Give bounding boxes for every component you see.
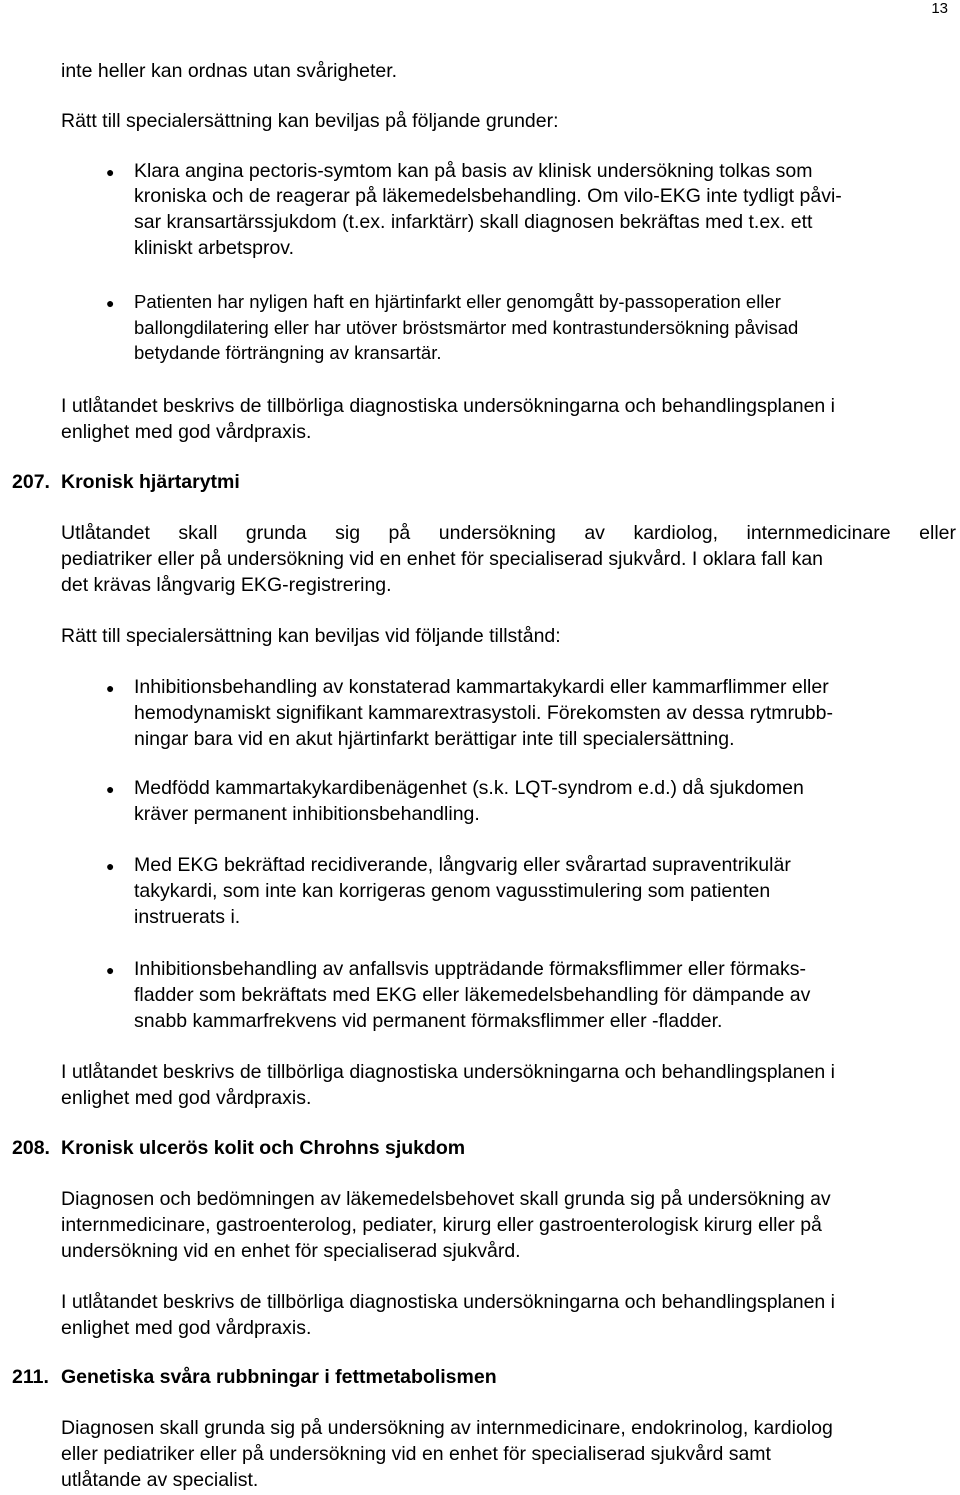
bullet-icon: ● — [106, 680, 115, 696]
paragraph-line: Diagnosen och bedömningen av läkemedelsbehovet skall grunda sig på undersökning av — [61, 1188, 831, 1210]
statement-line: enlighet med god vårdpraxis. — [61, 421, 312, 443]
list-item-line: ballongdilatering eller har utöver bröstsmärtor med kontrastundersökning påvisad — [134, 317, 799, 338]
paragraph-line: Rätt till specialersättning kan beviljas vid följande tillstånd: — [61, 625, 561, 647]
list-item-line: Inhibitionsbehandling av konstaterad kammartakykardi eller kammarflimmer eller — [134, 676, 829, 698]
list-item-line: kliniskt arbetsprov. — [134, 237, 295, 259]
statement-line: I utlåtandet beskrivs de tillbörliga diagnostiska undersökningarna och behandlingsplanen i — [61, 1291, 836, 1313]
list-item-line: Medfödd kammartakykardibenägenhet (s.k. LQT-syndrom e.d.) då sjukdomen — [134, 777, 804, 799]
paragraph-line: det krävas långvarig EKG-registrering. — [61, 574, 392, 596]
list-item-line: Klara angina pectoris-symtom kan på basis av klinisk undersökning tolkas som — [134, 160, 813, 182]
statement-line: enlighet med god vårdpraxis. — [61, 1317, 312, 1339]
list-item-line: betydande förträngning av kransartär. — [134, 342, 442, 363]
bullet-icon: ● — [106, 164, 115, 180]
section-title: Genetiska svåra rubbningar i fettmetabolismen — [61, 1366, 497, 1388]
section-title: Kronisk ulcerös kolit och Chrohns sjukdom — [61, 1137, 466, 1159]
paragraph-line: Utlåtandet skall grunda sig på undersökning av kardiolog, internmedicinare eller — [61, 522, 956, 544]
list-item-line: ningar bara vid en akut hjärtinfarkt berättigar inte till specialersättning. — [134, 728, 735, 750]
intro-line: Rätt till specialersättning kan beviljas på följande grunder: — [61, 110, 559, 132]
bullet-icon: ● — [106, 295, 115, 311]
list-item-line: Med EKG bekräftad recidiverande, långvarig eller svårartad supraventrikulär — [134, 854, 791, 876]
paragraph-line: undersökning vid en enhet för specialiserad sjukvård. — [61, 1240, 521, 1262]
list-item-line: takykardi, som inte kan korrigeras genom vagusstimulering som patienten — [134, 880, 771, 902]
bullet-icon: ● — [106, 781, 115, 797]
section-title: Kronisk hjärtarytmi — [61, 471, 240, 493]
section-number: 208. — [12, 1137, 50, 1159]
statement-line: enlighet med god vårdpraxis. — [61, 1087, 312, 1109]
paragraph-line: eller pediatriker eller på undersökning vid en enhet för specialiserad sjukvård samt — [61, 1443, 771, 1465]
paragraph-line: pediatriker eller på undersökning vid en enhet för specialiserad sjukvård. I oklara fall kan — [61, 548, 824, 570]
list-item-line: sar kransartärssjukdom (t.ex. infarktärr) skall diagnosen bekräftas med t.ex. ett — [134, 211, 813, 233]
list-item-line: kräver permanent inhibitionsbehandling. — [134, 803, 480, 825]
list-item-line: kroniska och de reagerar på läkemedelsbehandling. Om vilo-EKG inte tydligt påvi- — [134, 185, 842, 207]
list-item-line: instruerats i. — [134, 906, 241, 928]
section-number: 211. — [12, 1366, 49, 1388]
list-item-line: Inhibitionsbehandling av anfallsvis uppträdande förmaksflimmer eller förmaks- — [134, 958, 806, 980]
intro-line: inte heller kan ordnas utan svårigheter. — [61, 60, 398, 82]
section-number: 207. — [12, 471, 50, 493]
bullet-icon: ● — [106, 962, 115, 978]
list-item-line: Patienten har nyligen haft en hjärtinfarkt eller genomgått by-passoperation eller — [134, 291, 781, 312]
paragraph-line: internmedicinare, gastroenterolog, pediater, kirurg eller gastroenterologisk kirurg eller på — [61, 1214, 822, 1236]
page-number: 13 — [931, 0, 948, 17]
paragraph-line: Diagnosen skall grunda sig på undersökning av internmedicinare, endokrinolog, kardiolog — [61, 1417, 833, 1439]
paragraph-line: utlåtande av specialist. — [61, 1469, 259, 1491]
list-item-line: snabb kammarfrekvens vid permanent förmaksflimmer eller -fladder. — [134, 1010, 723, 1032]
list-item-line: fladder som bekräftats med EKG eller läkemedelsbehandling för dämpande av — [134, 984, 811, 1006]
statement-line: I utlåtandet beskrivs de tillbörliga diagnostiska undersökningarna och behandlingsplanen i — [61, 395, 836, 417]
statement-line: I utlåtandet beskrivs de tillbörliga diagnostiska undersökningarna och behandlingsplanen i — [61, 1061, 836, 1083]
list-item-line: hemodynamiskt signifikant kammarextrasystoli. Förekomsten av dessa rytmrubb- — [134, 702, 833, 724]
bullet-icon: ● — [106, 858, 115, 874]
